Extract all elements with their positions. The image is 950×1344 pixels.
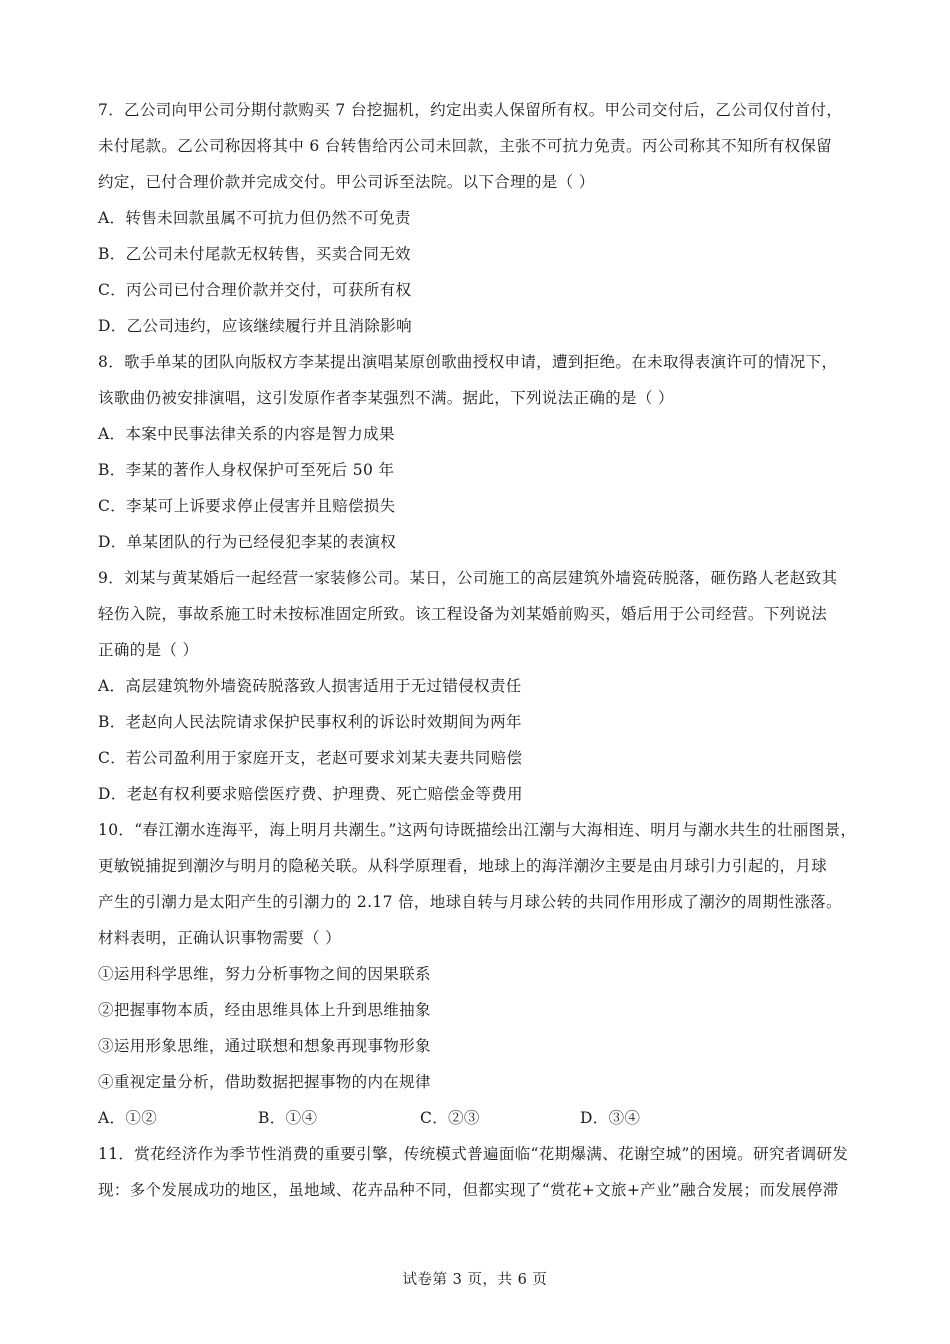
statement-3: ③运用形象思维，通过联想和想象再现事物形象	[98, 1037, 431, 1055]
choice-b: B．①④	[258, 1109, 318, 1127]
question-stem-line: 更敏锐捕捉到潮汐与明月的隐秘关联。从科学原理看，地球上的海洋潮汐主要是由月球引力引起的，月球	[98, 857, 828, 875]
question-stem-line: 7．乙公司向甲公司分期付款购买 7 台挖掘机，约定出卖人保留所有权。甲公司交付后，乙公司仅付首付，	[98, 101, 843, 119]
question-stem-line: 9．刘某与黄某婚后一起经营一家装修公司。某日，公司施工的高层建筑外墙瓷砖脱落，砸伤路人老赵致其	[98, 569, 838, 587]
choice-d: D．③④	[580, 1109, 641, 1127]
question-stem-line: 现：多个发展成功的地区，虽地域、花卉品种不同，但都实现了“赏花+文旅+产业”融合发展；而发展停滞	[98, 1181, 839, 1199]
option-c: C．若公司盈利用于家庭开支，老赵可要求刘某夫妻共同赔偿	[98, 749, 523, 767]
question-stem-line: 8．歌手单某的团队向版权方李某提出演唱某原创歌曲授权申请，遭到拒绝。在未取得表演许可的情况下，	[98, 353, 838, 371]
question-stem-line: 未付尾款。乙公司称因将其中 6 台转售给丙公司未回款，主张不可抗力免责。丙公司称其不知所有权保留	[98, 137, 833, 155]
option-c: C．丙公司已付合理价款并交付，可获所有权	[98, 281, 412, 299]
page-footer: 试卷第 3 页，共 6 页	[402, 1272, 548, 1288]
question-stem-line: 11．赏花经济作为季节性消费的重要引擎，传统模式普遍面临“花期爆满、花谢空城”的困境。研究者调研发	[98, 1145, 849, 1163]
option-a: A．转售未回款虽属不可抗力但仍然不可免责	[98, 209, 411, 227]
option-d: D．单某团队的行为已经侵犯李某的表演权	[98, 533, 397, 551]
option-b: B．乙公司未付尾款无权转售，买卖合同无效	[98, 245, 411, 263]
statement-1: ①运用科学思维，努力分析事物之间的因果联系	[98, 965, 431, 983]
page-content	[98, 92, 858, 1208]
statement-4: ④重视定量分析，借助数据把握事物的内在规律	[98, 1073, 431, 1091]
question-stem-line: 正确的是（ ）	[98, 641, 199, 659]
option-b: B．老赵向人民法院请求保护民事权利的诉讼时效期间为两年	[98, 713, 522, 731]
question-stem-line: 轻伤入院，事故系施工时未按标准固定所致。该工程设备为刘某婚前购买，婚后用于公司经营。下列说法	[98, 605, 828, 623]
question-11	[98, 1136, 858, 1208]
option-b: B．李某的著作人身权保护可至死后 50 年	[98, 461, 395, 479]
option-d: D．老赵有权利要求赔偿医疗费、护理费、死亡赔偿金等费用	[98, 785, 523, 803]
question-9	[98, 560, 858, 812]
choice-row	[98, 1100, 858, 1136]
option-d: D．乙公司违约，应该继续履行并且消除影响	[98, 317, 412, 335]
question-8	[98, 344, 858, 560]
choice-a: A．①②	[98, 1109, 158, 1127]
option-a: A．本案中民事法律关系的内容是智力成果	[98, 425, 395, 443]
question-stem-line: 产生的引潮力是太阳产生的引潮力的 2.17 倍，地球自转与月球公转的共同作用形成了潮汐的周期性涨落。	[98, 893, 842, 911]
question-stem-line: 该歌曲仍被安排演唱，这引发原作者李某强烈不满。据此，下列说法正确的是（ ）	[98, 389, 674, 407]
option-c: C．李某可上诉要求停止侵害并且赔偿损失	[98, 497, 396, 515]
question-stem-line: 10．“春江潮水连海平，海上明月共潮生。”这两句诗既描绘出江潮与大海相连、明月与潮水共生的壮丽图景，	[98, 821, 857, 839]
option-a: A．高层建筑物外墙瓷砖脱落致人损害适用于无过错侵权责任	[98, 677, 522, 695]
choice-c: C．②③	[420, 1109, 480, 1127]
question-stem-line: 材料表明，正确认识事物需要（ ）	[98, 929, 342, 947]
statement-2: ②把握事物本质，经由思维具体上升到思维抽象	[98, 1001, 431, 1019]
question-10	[98, 812, 858, 1136]
question-stem-line: 约定，已付合理价款并完成交付。甲公司诉至法院。以下合理的是（ ）	[98, 173, 595, 191]
question-7	[98, 92, 858, 344]
